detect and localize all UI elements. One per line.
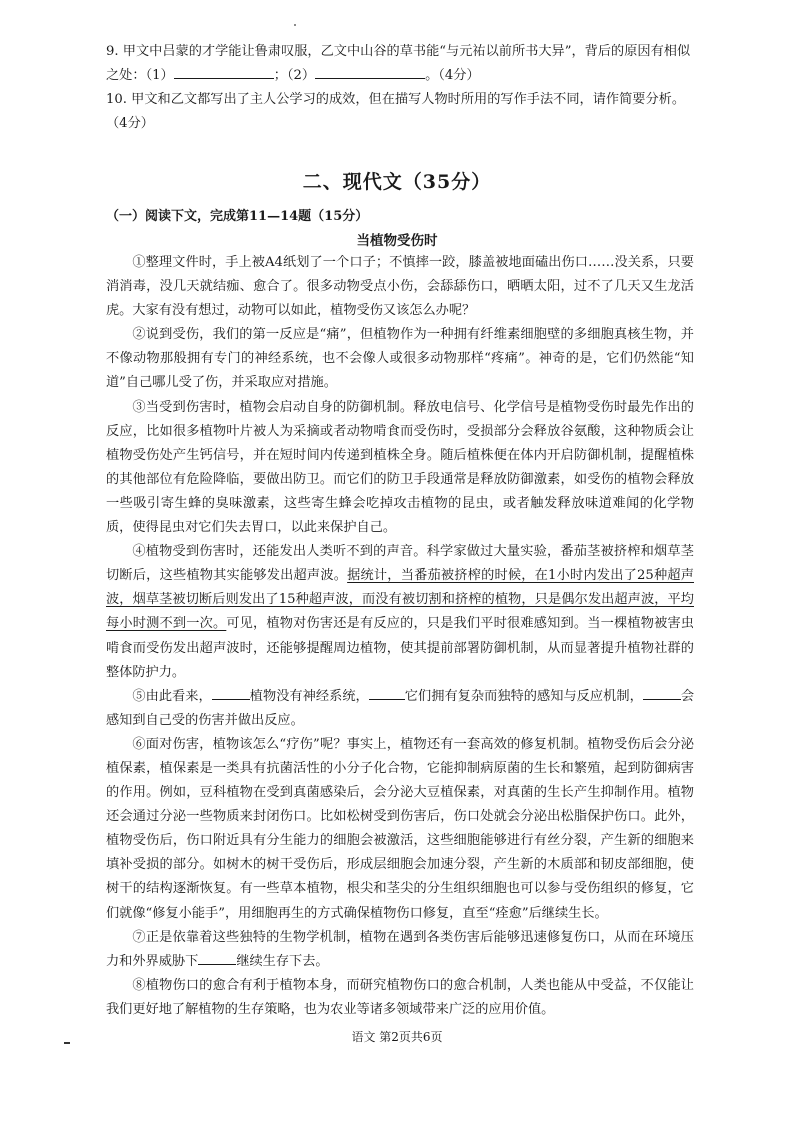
fill-blank-4[interactable] — [198, 950, 236, 965]
q9-tail: 。（4分） — [425, 68, 480, 83]
p5-d: 会感知到自己受的伤害并做出反应。 — [106, 688, 695, 728]
question-9 — [106, 40, 694, 88]
fill-blank-1[interactable] — [212, 685, 250, 700]
paragraph-5 — [106, 685, 694, 733]
paragraph-3: ③当受到伤害时，植物会启动自身的防御机制。释放电信号、化学信号是植物受伤时最先作出的反应，比如很多植物叶片被人为采摘或者动物啃食而受伤时，受损部分会释放谷氨酸，这种物质会让植物受伤处产生钙信号，并在短时间内传递到植株全身。随后植株便在体内开启防御机制，提醒植株的其他部位有危险降临，要做出防卫。而它们的防卫手段通常是释放防御激素，如受伤的植物会释放一些吸引寄生蜂的臭味激素，这些寄生蜂会吃掉攻击植物的昆虫，或者触发释放味道难闻的化学物质，使得昆虫对它们失去胃口，以此来保护自己。 — [106, 399, 694, 536]
paragraph-6: ⑥面对伤害，植物该怎么“疗伤”呢？事实上，植物还有一套高效的修复机制。植物受伤后会分泌植保素，植保素是一类具有抗菌活性的小分子化合物，它能抑制病原菌的生长和繁殖，起到防御病害的作用。例如，豆科植物在受到真菌感染后，会分泌大豆植保素，对真菌的生长产生抑制作用。植物还会通过分泌一些物质来封闭伤口。比如松树受到伤害后，伤口处就会分泌出松脂保护伤口。此外，植物受伤后，伤口附近具有分生能力的细胞会被激活，这些细胞能够进行有丝分裂，产生新的细胞来填补受损的部分。如树木的树干受伤后，形成层细胞会加速分裂，产生新的木质部和韧皮部细胞，使树干的结构逐渐恢复。有一些草本植物，根尖和茎尖的分生组织细胞也可以参与受伤组织的修复，它们就像“修复小能手”，用细胞再生的方式确保植物伤口修复，直至“痊愈”后继续生长。 — [106, 736, 694, 921]
paragraph-4 — [106, 540, 694, 685]
p5-a: ⑤由此看来， — [132, 688, 212, 704]
paragraph-2: ②说到受伤，我们的第一反应是“痛”，但植物作为一种拥有纤维素细胞壁的多细胞真核生物，并不像动物那般拥有专门的神经系统，也不会像人或很多动物那样“疼痛”。神奇的是，它们仍然能“知道”自己哪儿受了伤，并采取应对措施。 — [106, 327, 694, 391]
article-body — [106, 251, 694, 1022]
scan-speck — [294, 24, 296, 26]
section-title: 二、现代文（35分） — [302, 171, 492, 193]
paragraph-7 — [106, 926, 694, 974]
fill-blank-2[interactable] — [369, 685, 405, 700]
p7-a: ⑦正是依靠着这些独特的生物学机制，植物在遇到各类伤害后能够迅速修复伤口，从而在环境压力和外界威胁下 — [106, 929, 694, 969]
question-10 — [106, 88, 694, 136]
article-title: 当植物受伤时 — [356, 233, 438, 249]
q10-text: 10. 甲文和乙文都写出了主人公学习的成效，但在描写人物时所用的写作手法不同，请作简要分析。（4分） — [106, 92, 686, 131]
p7-b: 继续生存下去。 — [236, 953, 329, 969]
paragraph-1: ①整理文件时，手上被A4纸划了一个口子；不慎摔一跤，膝盖被地面磕出伤口……没关系，只要消消毒，没几天就结痂、愈合了。很多动物受点小伤，会舔舔伤口，晒晒太阳，过不了几天又生龙活虎。大家有没有想过，动物可以如此，植物受伤又该怎么办呢？ — [106, 255, 694, 319]
part-title: （一）阅读下文，完成第11—14题（15分） — [106, 209, 369, 224]
page-footer: 语文 第2页共6页 — [351, 1030, 443, 1044]
paragraph-8: ⑧植物伤口的愈合有利于植物本身，而研究植物伤口的愈合机制，人类也能从中受益，不仅能让我们更好地了解植物的生存策略，也为农业等诸多领域带来广泛的应用价值。 — [106, 977, 694, 1017]
fill-blank-3[interactable] — [643, 685, 681, 700]
p4-tail: 可见，植物对伤害还是有反应的，只是我们平时很难感知到。当一棵植物被害虫啃食而受伤发出超声波时，还能够提醒周边植物，使其提前部署防御机制，从而显著提升植物社群的整体防护力。 — [106, 616, 694, 680]
q9-sep: ；（2） — [273, 68, 316, 83]
scan-mark — [64, 1042, 70, 1044]
p4-lead: ④植物受到伤害时，还能发出人类听不到的声音。科学家做过大量实验，番茄茎被挤榨和烟草茎切断后，这些植物其实能够发出超声波。 — [106, 544, 694, 584]
answer-blank-1[interactable] — [174, 64, 274, 79]
q9-text: 9. 甲文中吕蒙的才学能让鲁肃叹服，乙文中山谷的草书能“与元祐以前所书大异”，背后的原因有相似之处：（1） — [106, 44, 691, 83]
answer-blank-2[interactable] — [315, 64, 425, 79]
p5-b: 植物没有神经系统， — [249, 688, 369, 704]
p4-underlined: 据统计，当番茄被挤榨的时候，在1小时内发出了25种超声波，烟草茎被切断后则发出了15种超声波，而没有被切割和挤榨的植物，只是偶尔发出超声波，平均每小时测不到一次。 — [106, 568, 694, 632]
p5-c: 它们拥有复杂而独特的感知与反应机制， — [404, 688, 643, 704]
